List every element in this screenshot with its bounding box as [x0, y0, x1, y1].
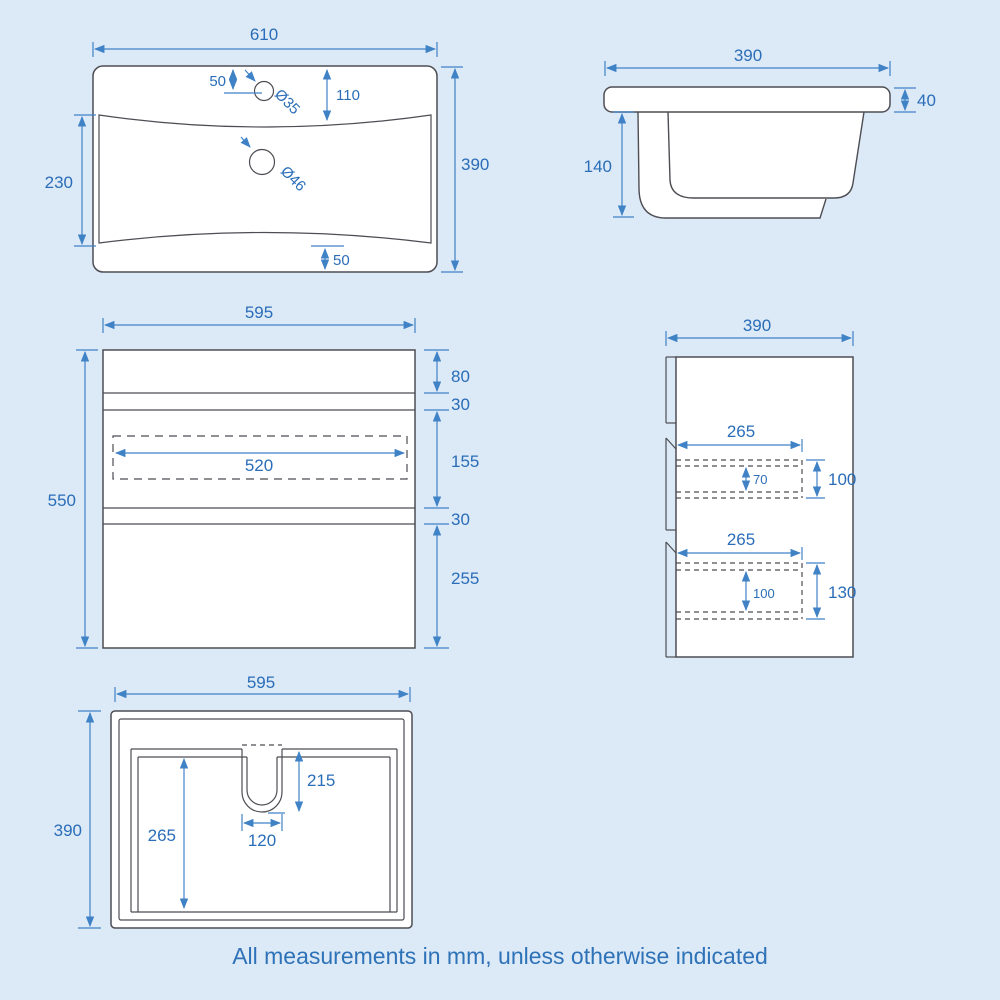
dim-label-notch-depth: 215 — [307, 771, 336, 790]
dim-label-notch-width: 120 — [247, 831, 277, 850]
dim-label-cabfront-width: 595 — [244, 303, 274, 322]
view-sink-side — [584, 46, 936, 218]
sink-side-silhouette — [638, 112, 864, 218]
dim-label-section-gap1: 30 — [451, 395, 470, 414]
dim-cabfront-height — [48, 350, 98, 648]
cabinet-side-body — [676, 357, 853, 657]
dim-rim-height — [894, 88, 936, 112]
dim-label-bottom-margin: 50 — [333, 252, 350, 269]
dim-cabside-depth — [666, 316, 853, 346]
dim-sink-depth — [441, 67, 489, 272]
dim-label-tap-offset: 50 — [209, 73, 226, 90]
dim-label-interior-depth: 265 — [147, 826, 176, 845]
dim-label-section-top: 80 — [451, 367, 470, 386]
cabinet-plan-outline — [111, 711, 412, 928]
measurement-note: All measurements in mm, unless otherwise indicated — [232, 943, 768, 969]
view-cabinet-side — [666, 316, 856, 657]
dim-label-basin-depth: 230 — [44, 173, 73, 192]
dim-cabplan-depth — [54, 711, 101, 928]
drawer2-front-chamfer — [666, 542, 676, 553]
dim-label-tap-to-basin: 110 — [336, 87, 360, 104]
dim-label-rim-height: 40 — [917, 91, 936, 110]
dim-label-bowl-depth: 140 — [583, 157, 612, 176]
dim-label-cabplan-depth: 390 — [53, 821, 82, 840]
dim-label-drawer2-front: 130 — [828, 583, 857, 602]
dim-label-waste-hole: Ø46 — [277, 162, 310, 195]
view-cabinet-plan — [54, 673, 412, 928]
drawer1-front-chamfer — [666, 438, 676, 449]
dim-sinkside-width — [605, 46, 890, 76]
view-sink-top — [45, 25, 490, 272]
dim-label-sink-width: 610 — [249, 25, 279, 44]
dim-label-section-gap2: 30 — [451, 510, 470, 529]
dim-label-sinkside-width: 390 — [733, 46, 763, 65]
dim-label-sink-depth: 390 — [461, 155, 490, 174]
sink-rim-outline — [93, 66, 437, 272]
dim-label-drawer1-inner: 70 — [753, 472, 768, 487]
dim-cabfront-width — [103, 303, 415, 333]
dim-label-tap-hole: Ø35 — [271, 85, 304, 118]
dim-cabfront-sections — [424, 350, 479, 648]
dim-label-cabfront-height: 550 — [47, 491, 76, 510]
dim-label-section-bottom: 255 — [451, 569, 480, 588]
dim-label-cabside-depth: 390 — [742, 316, 772, 335]
dim-label-section-middle: 155 — [451, 452, 480, 471]
dim-cabplan-width — [115, 673, 410, 702]
dim-label-cabplan-width: 595 — [246, 673, 276, 692]
dim-label-drawer2-width: 265 — [726, 530, 756, 549]
dim-label-drawer2-inner: 100 — [753, 586, 775, 601]
dim-label-drawer1-width: 265 — [726, 422, 756, 441]
dim-label-drawer1-front: 100 — [828, 470, 857, 489]
dim-basin-depth — [45, 115, 96, 246]
dim-bowl-depth — [584, 112, 634, 217]
view-cabinet-front — [48, 303, 480, 648]
dim-label-recess-width: 520 — [244, 456, 274, 475]
sink-side-rim — [604, 87, 890, 112]
dim-sink-width — [93, 25, 437, 57]
cabinet-front-outline — [103, 350, 415, 648]
